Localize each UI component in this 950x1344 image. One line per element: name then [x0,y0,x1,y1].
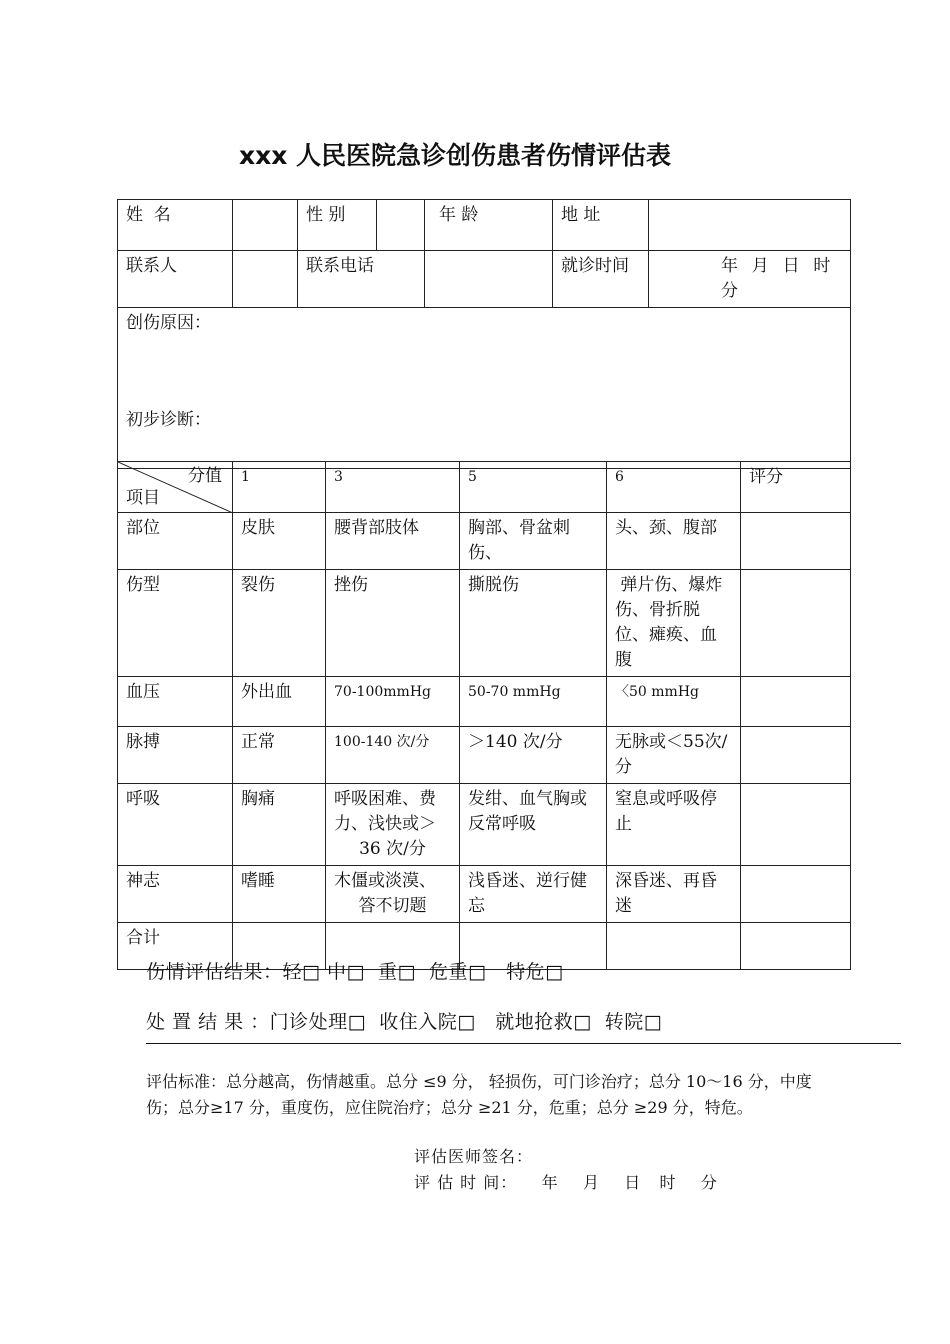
age-label-cell[interactable] [425,200,553,251]
total-field[interactable] [607,923,741,970]
cause-label: 创伤原因： [126,313,211,333]
criteria-cell: 外出血 [233,677,326,727]
name-label: 姓 名 [118,200,233,251]
diagnosis-label: 初步诊断： [126,410,211,430]
row-item: 部位 [118,513,233,570]
column-score-3: 3 [326,462,460,513]
criteria-text: 呼吸困难、费力、浅快或＞ [334,789,436,834]
criteria-cell: 腰背部肢体 [326,513,460,570]
visit-time-value: 年 月 日 时 分 [721,256,845,301]
criteria-cell: 窒息或呼吸停止 [607,784,741,866]
row-item: 呼吸 [118,784,233,866]
criteria-cell: 胸痛 [233,784,326,866]
disposal-result[interactable]: 处 置 结 果 ：门诊处理□ 收住入院□ 就地抢救□ 转院□ [146,1011,663,1033]
row-item: 伤型 [118,570,233,677]
criteria-cell: 裂伤 [233,570,326,677]
phone-field[interactable] [425,251,553,308]
score-field[interactable] [741,784,851,866]
criteria-cell: 〈50 mmHg [607,677,741,727]
score-field[interactable] [741,866,851,923]
table-row [118,727,851,784]
criteria-cell: 50-70 mmHg [460,677,607,727]
table-row [118,866,851,923]
criteria-text: 评估标准：总分越高，伤情越重。总分 ≤9 分， 轻损伤，可门诊治疗；总分 10～16 分，中度伤；总分≥17 分，重度伤，应住院治疗；总分 ≥21 分，危重；总分 ≥29 分，特危。 [146,1072,812,1117]
total-label: 合计 [118,923,233,970]
column-score-header: 评分 [741,462,851,513]
assess-time-label[interactable]: 评 估 时 间： 年 月 日 时 分 [414,1173,718,1192]
age-label: 年 龄 [439,205,479,225]
divider [146,1043,901,1044]
table-row [118,513,851,570]
criteria-cell: 无脉或＜55次/分 [607,727,741,784]
criteria-cell: 挫伤 [326,570,460,677]
page-title: xxx 人民医院急诊创伤患者伤情评估表 [238,141,672,170]
criteria-cell [326,866,460,923]
score-field[interactable] [741,570,851,677]
criteria-cell: 100-140 次/分 [326,727,460,784]
criteria-cell: 正常 [233,727,326,784]
header-diagonal-cell [118,462,233,513]
criteria-cell: 皮肤 [233,513,326,570]
total-score-field[interactable] [741,923,851,970]
criteria-text: 答不切题 [358,896,427,916]
criteria-cell: 嗜睡 [233,866,326,923]
score-table [117,461,851,970]
address-label: 地 址 [553,200,649,251]
criteria-text: 木僵或淡漠、 [334,871,436,891]
assessment-result[interactable]: 伤情评估结果：轻□ 中□ 重□ 危重□ 特危□ [146,961,564,983]
score-field[interactable] [741,513,851,570]
criteria-cell: 浅昏迷、逆行健忘 [460,866,607,923]
criteria-cell: 发绀、血气胸或反常呼吸 [460,784,607,866]
doctor-sign-label[interactable]: 评估医师签名： [414,1147,534,1166]
address-field[interactable] [649,200,851,251]
visit-time-field[interactable] [649,251,851,308]
visit-time-label: 就诊时间 [553,251,649,308]
contact-field[interactable] [233,251,298,308]
column-score-5: 5 [460,462,607,513]
criteria-cell: 弹片伤、爆炸伤、骨折脱位、瘫痪、血腹 [607,570,741,677]
criteria-cell: 70-100mmHg [326,677,460,727]
gender-field[interactable] [377,200,425,251]
contact-label: 联系人 [118,251,233,308]
table-row [118,570,851,677]
criteria-cell: 头、颈、腹部 [607,513,741,570]
row-item: 脉搏 [118,727,233,784]
score-field[interactable] [741,727,851,784]
criteria-cell: 胸部、骨盆刺伤、 [460,513,607,570]
table-row [118,677,851,727]
criteria-cell: 撕脱伤 [460,570,607,677]
patient-info-table [117,199,851,469]
column-score-1: 1 [233,462,326,513]
gender-label: 性 别 [298,200,377,251]
score-field[interactable] [741,677,851,727]
row-item: 神志 [118,866,233,923]
criteria-cell [326,784,460,866]
column-score-6: 6 [607,462,741,513]
header-value-label: 分值 [188,466,222,486]
header-item-label: 项目 [126,488,160,508]
criteria-text: 36 次/分 [359,839,426,859]
cause-diagnosis-cell[interactable] [118,308,851,469]
row-item: 血压 [118,677,233,727]
name-field[interactable] [233,200,298,251]
phone-label: 联系电话 [298,251,425,308]
criteria-cell: 深昏迷、再昏迷 [607,866,741,923]
criteria-cell: ＞140 次/分 [460,727,607,784]
table-row [118,784,851,866]
